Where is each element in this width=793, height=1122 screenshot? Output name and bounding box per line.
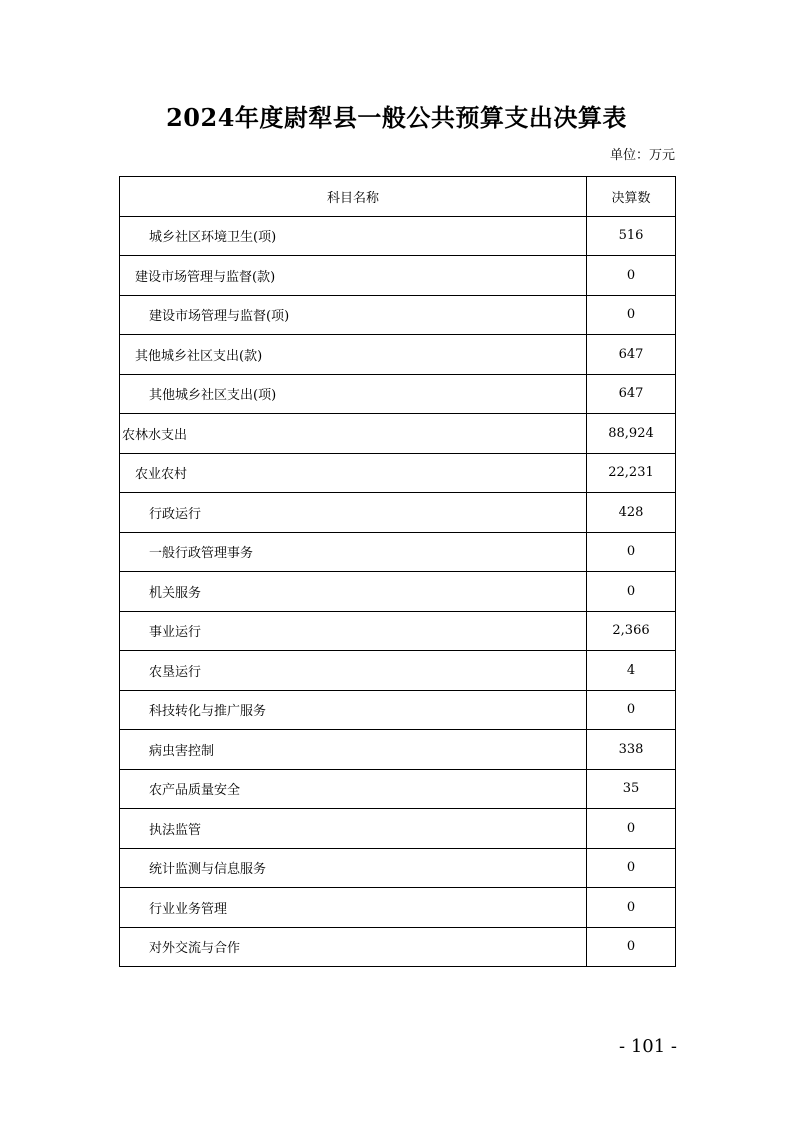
row-subject-name: 病虫害控制	[120, 730, 587, 770]
table-row	[120, 295, 676, 335]
row-final-amount: 0	[587, 532, 676, 572]
table-row	[120, 809, 676, 849]
table-body	[120, 216, 676, 967]
row-final-amount: 0	[587, 690, 676, 730]
row-subject-name: 行政运行	[120, 493, 587, 533]
row-final-amount: 647	[587, 374, 676, 414]
row-final-amount: 0	[587, 848, 676, 888]
row-subject-name: 农林水支出	[120, 414, 587, 454]
page-title: 2024年度尉犁县一般公共预算支出决算表	[166, 103, 627, 132]
table-row	[120, 335, 676, 375]
budget-table	[119, 176, 676, 967]
row-final-amount: 0	[587, 809, 676, 849]
row-final-amount: 647	[587, 335, 676, 375]
row-final-amount: 22,231	[587, 453, 676, 493]
header-subject-name: 科目名称	[120, 177, 587, 217]
table-row	[120, 256, 676, 296]
page-number: - 101 -	[619, 1036, 677, 1057]
row-final-amount: 428	[587, 493, 676, 533]
table-row	[120, 730, 676, 770]
row-subject-name: 事业运行	[120, 611, 587, 651]
table-row	[120, 532, 676, 572]
table-header-row	[120, 177, 676, 217]
row-final-amount: 0	[587, 256, 676, 296]
table-row	[120, 888, 676, 928]
row-final-amount: 0	[587, 927, 676, 967]
row-subject-name: 执法监管	[120, 809, 587, 849]
table-row	[120, 572, 676, 612]
table-row	[120, 216, 676, 256]
row-subject-name: 其他城乡社区支出(项)	[120, 374, 587, 414]
row-subject-name: 一般行政管理事务	[120, 532, 587, 572]
row-subject-name: 对外交流与合作	[120, 927, 587, 967]
row-subject-name: 统计监测与信息服务	[120, 848, 587, 888]
row-final-amount: 35	[587, 769, 676, 809]
table-row	[120, 651, 676, 691]
table-row	[120, 453, 676, 493]
row-subject-name: 农垦运行	[120, 651, 587, 691]
table-row	[120, 414, 676, 454]
table-row	[120, 374, 676, 414]
row-final-amount: 0	[587, 572, 676, 612]
table-row	[120, 769, 676, 809]
row-subject-name: 建设市场管理与监督(款)	[120, 256, 587, 296]
row-subject-name: 建设市场管理与监督(项)	[120, 295, 587, 335]
table-row	[120, 690, 676, 730]
table-row	[120, 927, 676, 967]
header-final-amount: 决算数	[587, 177, 676, 217]
row-final-amount: 88,924	[587, 414, 676, 454]
row-final-amount: 0	[587, 295, 676, 335]
row-subject-name: 科技转化与推广服务	[120, 690, 587, 730]
row-final-amount: 4	[587, 651, 676, 691]
unit-label: 单位：万元	[609, 148, 675, 163]
table-row	[120, 611, 676, 651]
row-subject-name: 城乡社区环境卫生(项)	[120, 216, 587, 256]
row-subject-name: 行业业务管理	[120, 888, 587, 928]
row-final-amount: 338	[587, 730, 676, 770]
row-subject-name: 农产品质量安全	[120, 769, 587, 809]
table-row	[120, 493, 676, 533]
row-final-amount: 2,366	[587, 611, 676, 651]
table-row	[120, 848, 676, 888]
row-final-amount: 0	[587, 888, 676, 928]
row-subject-name: 其他城乡社区支出(款)	[120, 335, 587, 375]
row-subject-name: 机关服务	[120, 572, 587, 612]
row-subject-name: 农业农村	[120, 453, 587, 493]
row-final-amount: 516	[587, 216, 676, 256]
